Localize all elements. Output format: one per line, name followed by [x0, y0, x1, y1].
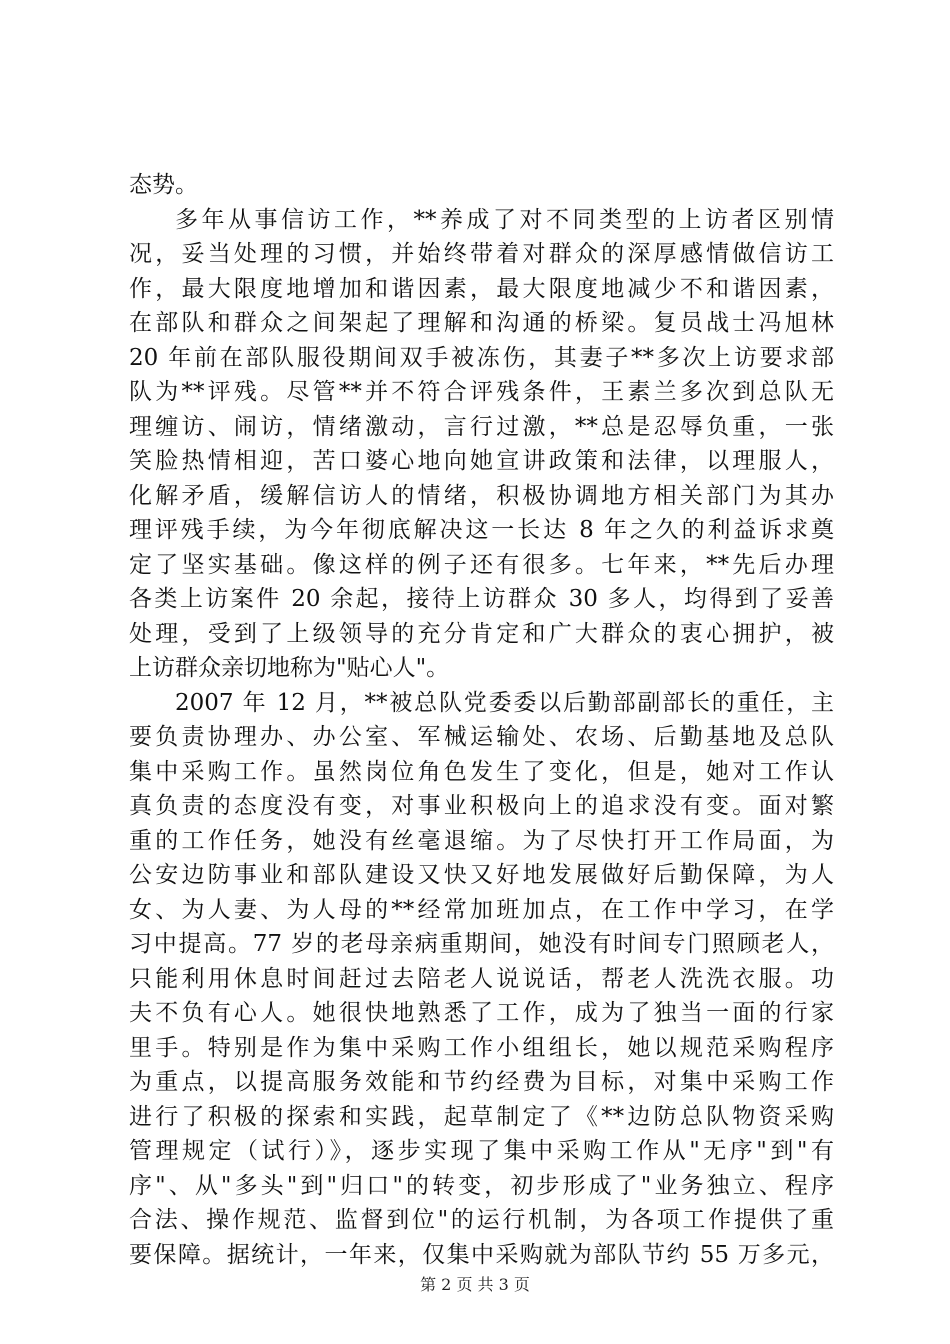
text-line: 化解矛盾，缓解信访人的情绪，积极协调地方相关部门为其办 — [129, 482, 834, 509]
page-footer: 第 2 页 共 3 页 — [420, 1275, 530, 1294]
text-line: 重的工作任务，她没有丝毫退缩。为了尽快打开工作局面，为 — [129, 827, 834, 854]
text-line: 集中采购工作。虽然岗位角色发生了变化，但是，她对工作认 — [129, 758, 834, 785]
text-line: 女、为人妻、为人母的**经常加班加点，在工作中学习，在学 — [129, 896, 834, 923]
text-line: 夫不负有心人。她很快地熟悉了工作，成为了独当一面的行家 — [129, 1000, 834, 1026]
text-line: 多年从事信访工作，**养成了对不同类型的上访者区别情 — [175, 206, 834, 233]
text-line: 真负责的态度没有变，对事业积极向上的追求没有变。面对繁 — [129, 793, 834, 819]
text-line: 笑脸热情相迎，苦口婆心地向她宣讲政策和法律，以理服人， — [129, 448, 834, 474]
text-line: 要负责协理办、办公室、军械运输处、农场、后勤基地及总队 — [129, 724, 834, 750]
text-line: 合法、操作规范、监督到位"的运行机制，为各项工作提供了重 — [129, 1207, 834, 1233]
document-body — [129, 168, 834, 1272]
text-line: 进行了积极的探索和实践，起草制定了《**边防总队物资采购 — [129, 1103, 834, 1130]
text-line: 里手。特别是作为集中采购工作小组组长，她以规范采购程序 — [129, 1034, 834, 1061]
text-line: 习中提高。77 岁的老母亲病重期间，她没有时间专门照顾老人， — [129, 931, 834, 957]
text-line: 只能利用休息时间赶过去陪老人说说话，帮老人洗洗衣服。功 — [129, 965, 834, 992]
text-line: 为重点，以提高服务效能和节约经费为目标，对集中采购工作 — [129, 1069, 834, 1095]
text-line: 各类上访案件 20 余起，接待上访群众 30 多人，均得到了妥善 — [129, 586, 834, 612]
text-line: 管理规定（试行）》，逐步实现了集中采购工作从"无序"到"有 — [129, 1138, 834, 1164]
text-line: 理评残手续，为今年彻底解决这一长达 8 年之久的利益诉求奠 — [129, 517, 834, 543]
text-line: 况，妥当处理的习惯，并始终带着对群众的深厚感情做信访工 — [129, 241, 834, 267]
text-line: 定了坚实基础。像这样的例子还有很多。七年来，**先后办理 — [129, 551, 834, 578]
text-line: 要保障。据统计，一年来，仅集中采购就为部队节约 55 万多元， — [129, 1241, 834, 1268]
text-line: 理缠访、闹访，情绪激动，言行过激，**总是忍辱负重，一张 — [129, 413, 834, 440]
text-line: 在部队和群众之间架起了理解和沟通的桥梁。复员战士冯旭林 — [129, 310, 834, 336]
text-line: 20 年前在部队服役期间双手被冻伤，其妻子**多次上访要求部 — [129, 344, 834, 371]
text-line: 队为**评残。尽管**并不符合评残条件，王素兰多次到总队无 — [129, 379, 834, 405]
text-line: 处理，受到了上级领导的充分肯定和广大群众的衷心拥护，被 — [129, 620, 834, 647]
text-line: 2007 年 12 月，**被总队党委委以后勤部副部长的重任，主 — [175, 689, 834, 716]
text-line: 作，最大限度地增加和谐因素，最大限度地减少不和谐因素， — [129, 275, 834, 302]
text-line: 上访群众亲切地称为"贴心人"。 — [129, 655, 450, 681]
text-line: 公安边防事业和部队建设又快又好地发展做好后勤保障，为人 — [129, 862, 834, 888]
text-line: 态势。 — [129, 172, 198, 198]
text-line: 序"、从"多头"到"归口"的转变，初步形成了"业务独立、程序 — [129, 1172, 834, 1199]
